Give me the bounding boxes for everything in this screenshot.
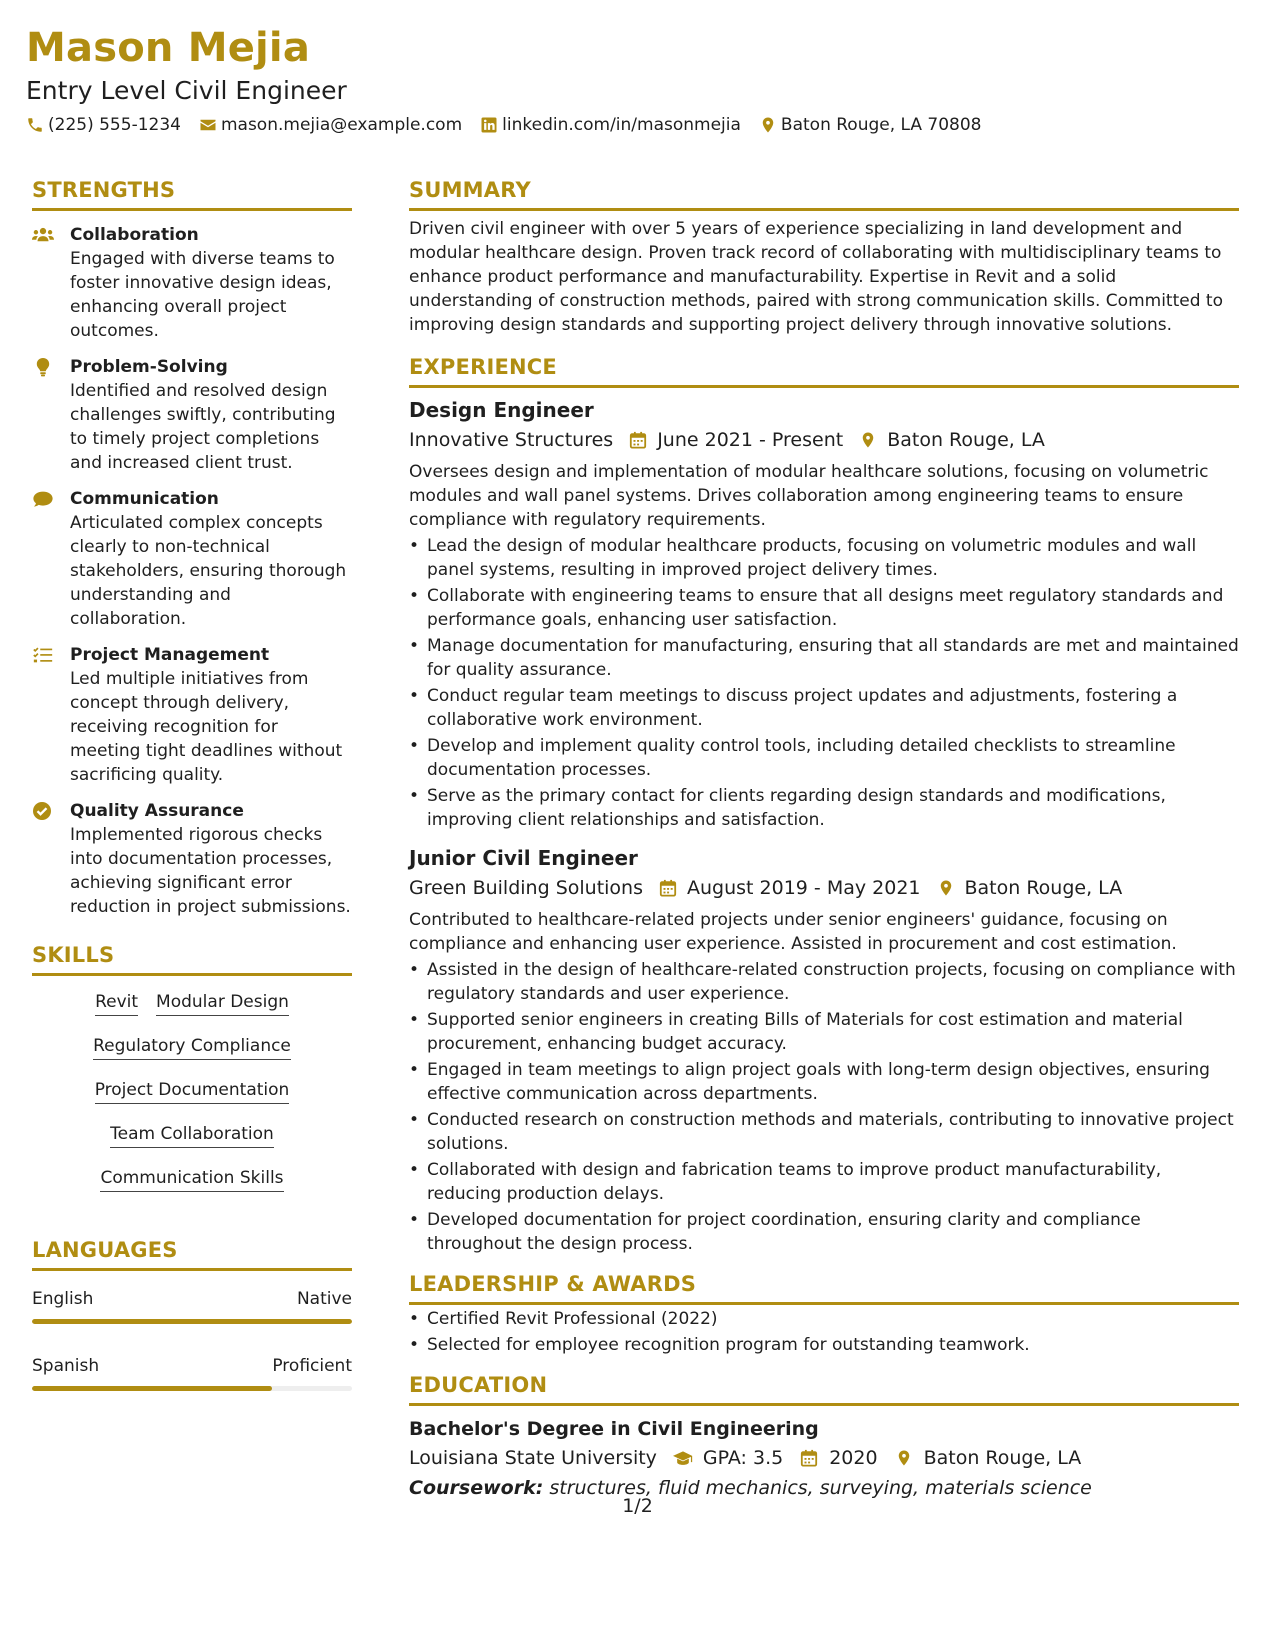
email-text[interactable]: mason.mejia@example.com xyxy=(220,115,463,135)
job-description: Oversees design and implementation of modular healthcare solutions, focusing on volumetric modules and wall panel systems. Drives collaboration among engineering teams to ensure compliance with regulatory requirements. xyxy=(409,462,1209,530)
skill-tag: Revit xyxy=(95,990,138,1016)
page-number: 1/2 xyxy=(622,1495,653,1517)
strength-title: Problem-Solving xyxy=(70,357,228,377)
language-item xyxy=(32,1287,352,1324)
job-bullet: • Manage documentation for manufacturing, ensuring that all standards are met and maintained for quality assurance. xyxy=(409,634,1239,682)
linkedin-icon xyxy=(480,116,498,134)
language-level: Proficient xyxy=(272,1356,352,1376)
calendar-icon xyxy=(629,431,647,449)
coursework-text: structures, fluid mechanics, surveying, materials science xyxy=(549,1477,1092,1499)
contact-location xyxy=(759,114,982,136)
summary-heading: SUMMARY xyxy=(409,176,1239,211)
language-item xyxy=(32,1354,352,1391)
phone-text: (225) 555-1234 xyxy=(48,115,181,135)
awards-list xyxy=(409,1307,1239,1357)
users-icon xyxy=(32,225,54,245)
strength-desc: Engaged with diverse teams to foster innovative design ideas, enhancing overall project outcomes. xyxy=(70,249,335,341)
strength-desc: Implemented rigorous checks into documentation processes, achieving significant error reduction in project submissions. xyxy=(70,825,351,917)
strength-title: Collaboration xyxy=(70,225,199,245)
languages-heading: LANGUAGES xyxy=(32,1236,352,1271)
strength-item xyxy=(32,799,352,919)
strength-desc: Identified and resolved design challenges swiftly, contributing to timely project completions and increased client trust. xyxy=(70,381,336,473)
job-entry xyxy=(409,396,1239,832)
map-pin-icon xyxy=(859,431,877,449)
language-level: Native xyxy=(296,1289,352,1309)
education-meta xyxy=(409,1444,1239,1472)
job-title: Junior Civil Engineer xyxy=(409,846,638,870)
education-location: Baton Rouge, LA xyxy=(923,1447,1082,1469)
job-bullet: • Developed documentation for project coordination, ensuring clarity and compliance throughout the design process. xyxy=(409,1208,1239,1256)
job-bullet: • Lead the design of modular healthcare products, focusing on volumetric modules and wall panel systems, resulting in improved project delivery times. xyxy=(409,534,1239,582)
calendar-icon xyxy=(659,879,677,897)
job-dates: August 2019 - May 2021 xyxy=(687,877,921,899)
language-name: English xyxy=(32,1289,94,1309)
summary-text: Driven civil engineer with over 5 years of experience specializing in land development and modular healthcare design. Proven track record of collaborating with multidisciplinary teams to enhance product performance and manufacturability. Expertise in Revit and a solid understanding of construction methods, paired with strong communication skills. Committed to improving design standards and supporting project delivery through innovative solutions. xyxy=(409,219,1223,335)
education-year: 2020 xyxy=(829,1447,878,1469)
job-meta xyxy=(409,426,1239,454)
awards-heading: LEADERSHIP & AWARDS xyxy=(409,1270,1239,1305)
map-pin-icon xyxy=(759,116,777,134)
check-circle-icon xyxy=(32,801,54,821)
job-bullets xyxy=(409,958,1239,1256)
job-bullet: • Supported senior engineers in creating Bills of Materials for cost estimation and material procurement, enhancing budget accuracy. xyxy=(409,1008,1239,1056)
job-meta xyxy=(409,874,1239,902)
map-pin-icon xyxy=(894,1449,914,1467)
lightbulb-icon xyxy=(32,357,54,377)
job-bullet: • Collaborate with engineering teams to ensure that all designs meet regulatory standards and performance goals, enhancing user satisfaction. xyxy=(409,584,1239,632)
job-title: Design Engineer xyxy=(409,398,594,422)
strength-item xyxy=(32,487,352,631)
right-column xyxy=(409,176,1239,1502)
strength-title: Quality Assurance xyxy=(70,801,244,821)
job-location: Baton Rouge, LA xyxy=(887,429,1045,451)
job-bullet: • Conducted research on construction methods and materials, contributing to innovative project solutions. xyxy=(409,1108,1239,1156)
education-section xyxy=(409,1371,1239,1502)
job-bullets xyxy=(409,534,1239,832)
skill-tag: Communication Skills xyxy=(100,1166,283,1192)
strengths-heading: STRENGTHS xyxy=(32,176,352,211)
job-bullet: • Assisted in the design of healthcare-related construction projects, focusing on compliance with regulatory standards and user experience. xyxy=(409,958,1239,1006)
checklist-icon xyxy=(32,645,54,665)
language-name: Spanish xyxy=(32,1356,100,1376)
language-bar xyxy=(32,1319,352,1324)
strength-title: Project Management xyxy=(70,645,270,665)
education-school: Louisiana State University xyxy=(409,1447,657,1469)
skill-tag: Project Documentation xyxy=(95,1078,290,1104)
experience-heading: EXPERIENCE xyxy=(409,353,1239,388)
linkedin-text[interactable]: linkedin.com/in/masonmejia xyxy=(502,115,741,135)
coursework-label: Coursework: xyxy=(409,1477,544,1499)
award-item: • Certified Revit Professional (2022) xyxy=(409,1307,1239,1331)
language-bar-fill xyxy=(32,1319,352,1324)
job-description: Contributed to healthcare-related projects under senior engineers' guidance, focusing on compliance and enhancing user experience. Assisted in procurement and cost estimation. xyxy=(409,910,1177,954)
strength-title: Communication xyxy=(70,489,219,509)
language-bar xyxy=(32,1386,352,1391)
job-bullet: • Develop and implement quality control tools, including detailed checklists to streamline documentation processes. xyxy=(409,734,1239,782)
education-degree: Bachelor's Degree in Civil Engineering xyxy=(409,1418,819,1440)
skill-tag: Regulatory Compliance xyxy=(93,1034,291,1060)
resume-header xyxy=(26,22,1245,136)
language-bar-fill xyxy=(32,1386,272,1391)
strength-item xyxy=(32,643,352,787)
job-company: Green Building Solutions xyxy=(409,877,643,899)
left-column xyxy=(32,176,352,1391)
skills-list xyxy=(32,990,352,1192)
skills-heading: SKILLS xyxy=(32,941,352,976)
calendar-icon xyxy=(799,1449,819,1467)
candidate-headline: Entry Level Civil Engineer xyxy=(26,76,347,105)
education-heading: EDUCATION xyxy=(409,1371,1239,1406)
phone-icon xyxy=(26,116,44,134)
job-location: Baton Rouge, LA xyxy=(964,877,1123,899)
contact-linkedin[interactable] xyxy=(480,114,741,136)
job-bullet: • Conduct regular team meetings to discuss project updates and adjustments, fostering a collaborative work environment. xyxy=(409,684,1239,732)
envelope-icon xyxy=(199,116,217,134)
job-bullet: • Serve as the primary contact for clients regarding design standards and modifications, improving client relationships and satisfaction. xyxy=(409,784,1239,832)
job-bullet: • Engaged in team meetings to align project goals with long-term design objectives, ensuring effective communication across departments. xyxy=(409,1058,1239,1106)
candidate-name: Mason Mejia xyxy=(26,25,311,71)
contact-email[interactable] xyxy=(199,114,462,136)
graduation-cap-icon xyxy=(673,1449,693,1467)
awards-section xyxy=(409,1270,1239,1357)
strength-desc: Articulated complex concepts clearly to non-technical stakeholders, ensuring thorough understanding and collaboration. xyxy=(70,513,347,629)
comment-icon xyxy=(32,489,54,509)
map-pin-icon xyxy=(937,879,955,897)
skill-tag: Modular Design xyxy=(156,990,289,1016)
award-item: • Selected for employee recognition program for outstanding teamwork. xyxy=(409,1333,1239,1357)
job-company: Innovative Structures xyxy=(409,429,614,451)
strength-desc: Led multiple initiatives from concept through delivery, receiving recognition for meeting tight deadlines without sacrificing quality. xyxy=(70,669,343,785)
job-dates: June 2021 - Present xyxy=(657,429,844,451)
education-gpa: GPA: 3.5 xyxy=(702,1447,784,1469)
location-text: Baton Rouge, LA 70808 xyxy=(780,115,982,135)
strength-item xyxy=(32,223,352,343)
contact-row xyxy=(26,114,1245,136)
skill-tag: Team Collaboration xyxy=(110,1122,274,1148)
strength-item xyxy=(32,355,352,475)
contact-phone xyxy=(26,114,181,136)
job-bullet: • Collaborated with design and fabrication teams to improve product manufacturability, reducing production delays. xyxy=(409,1158,1239,1206)
job-entry xyxy=(409,844,1239,1256)
